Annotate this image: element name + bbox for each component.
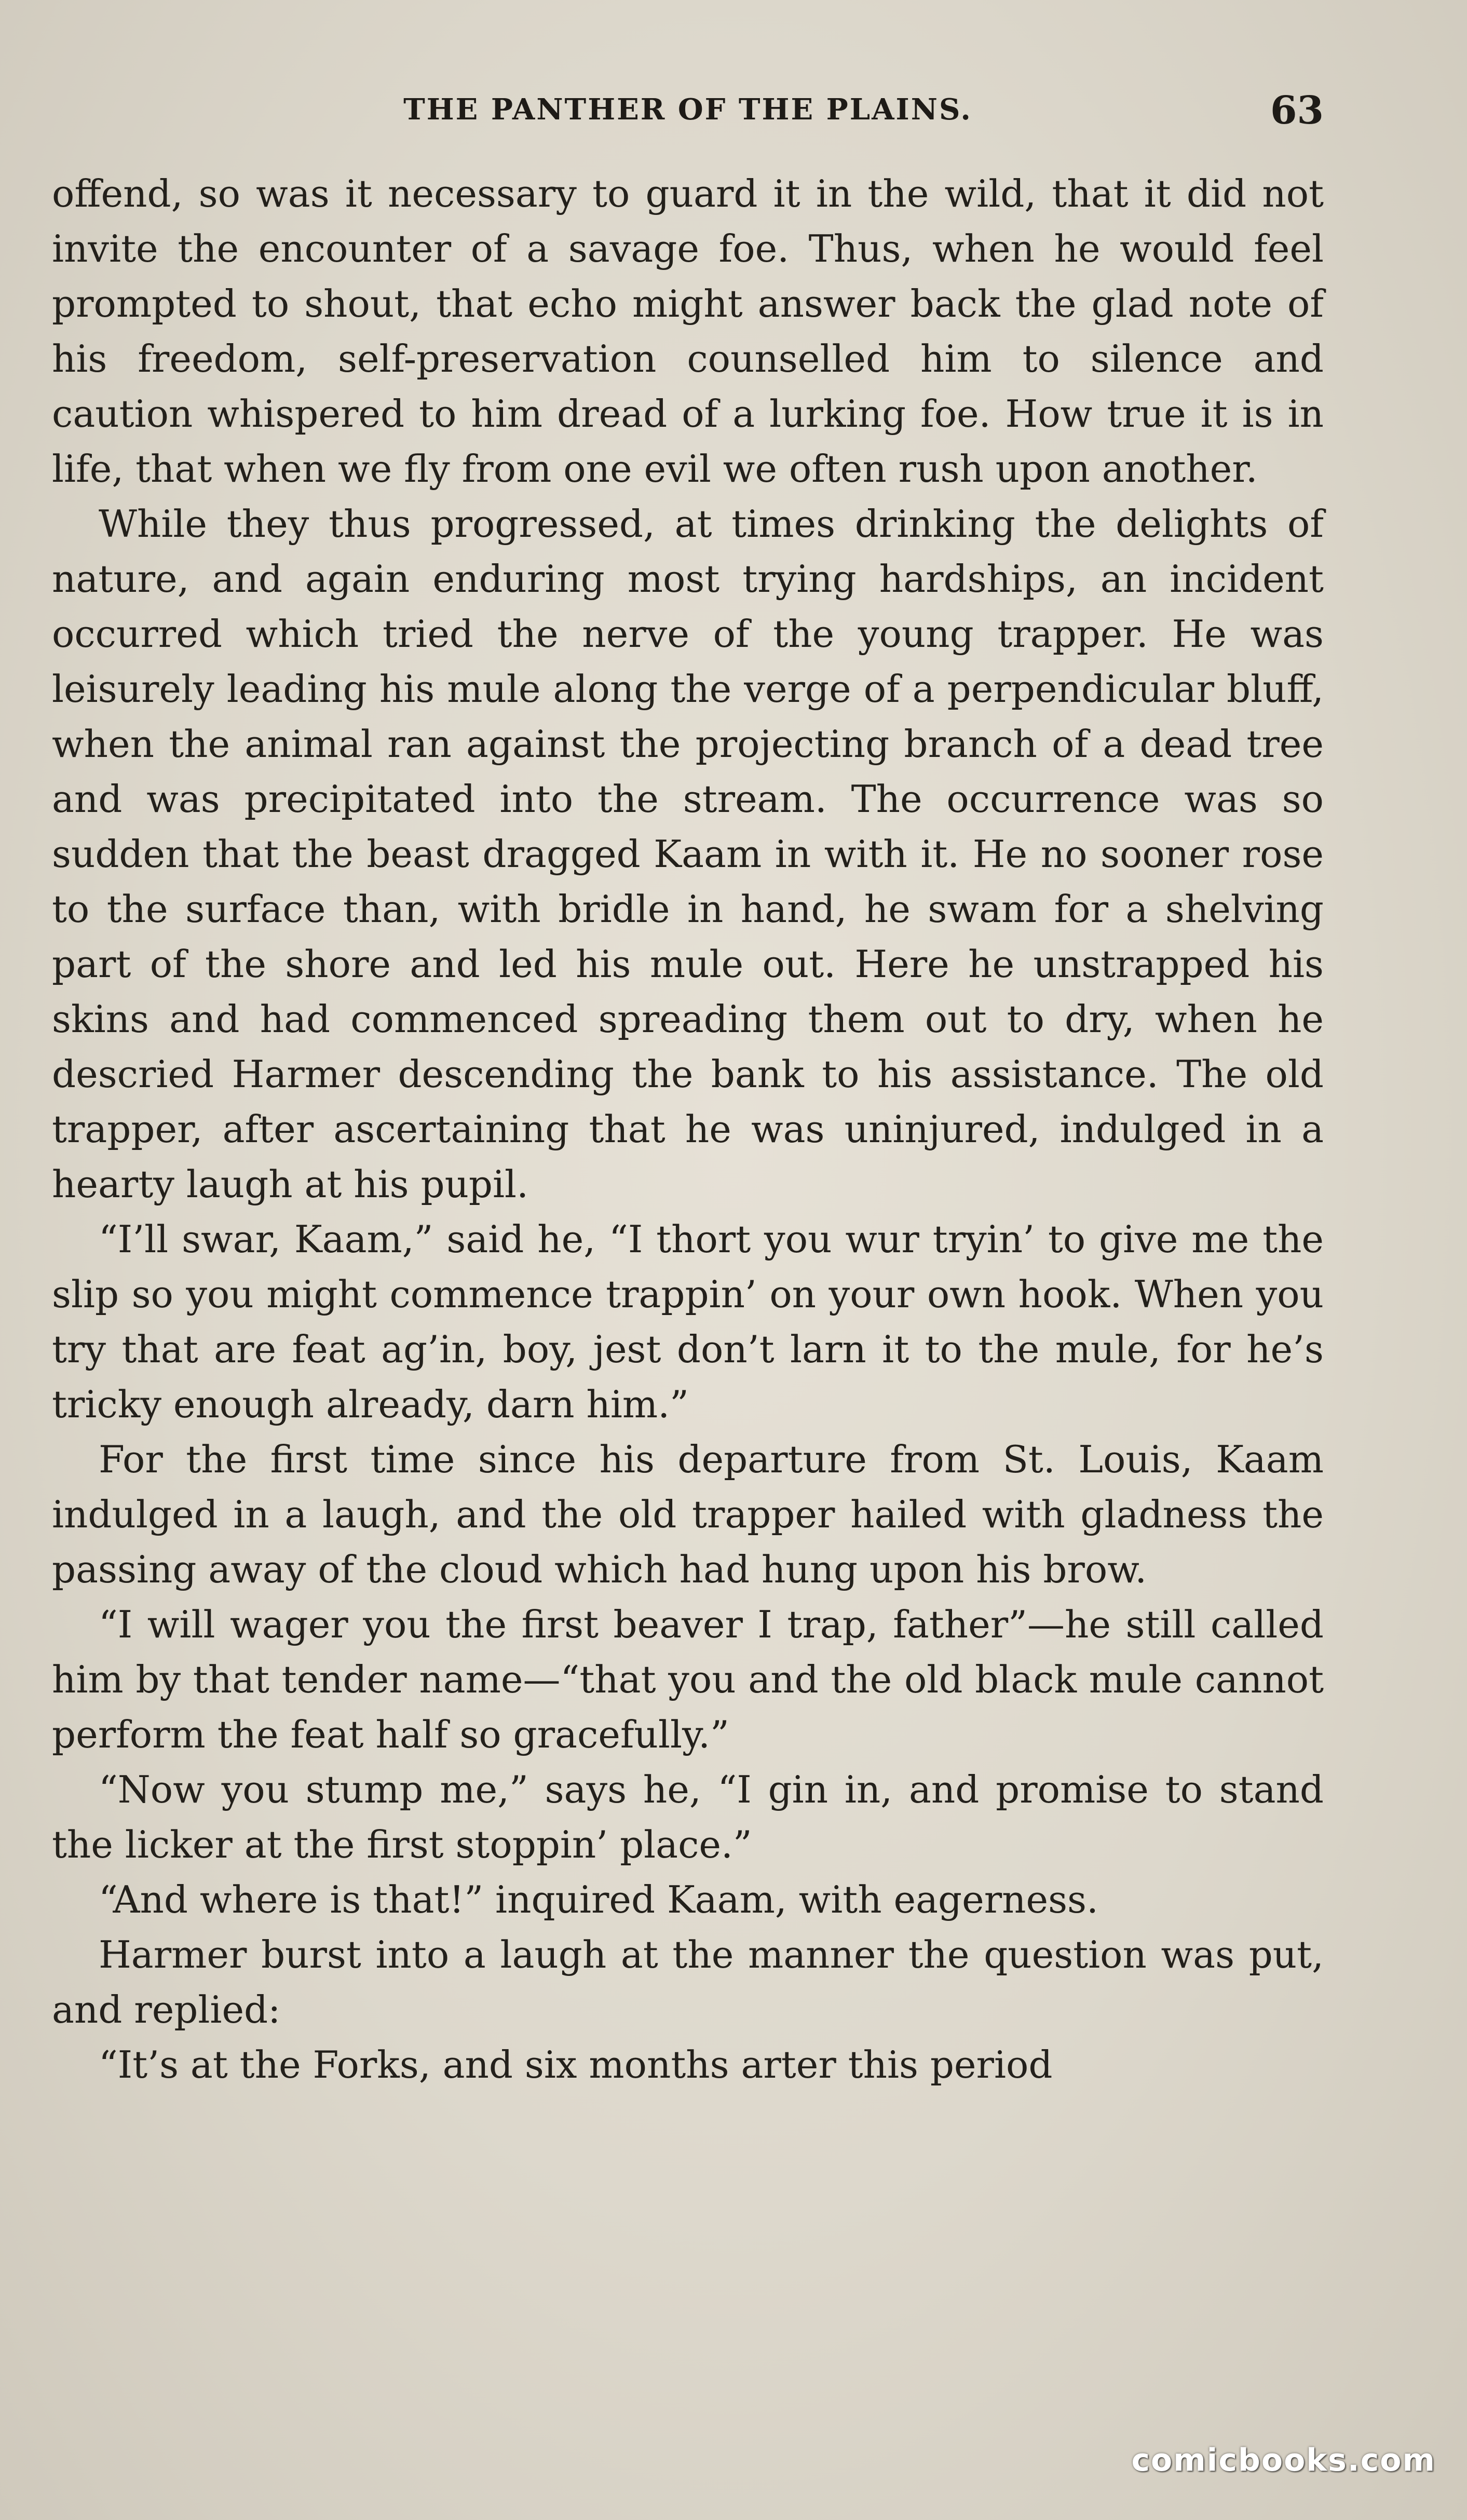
page-number: 63 bbox=[1270, 88, 1324, 133]
paragraph: For the first time since his departure from St. Louis, Kaam indulged in a laugh, and the old trapper hailed with gladness the passing away of the cloud which had hung upon his brow. bbox=[52, 1438, 1324, 1591]
paragraph: Harmer burst into a laugh at the manner the question was put, and replied: bbox=[52, 1933, 1324, 2031]
running-head: THE PANTHER OF THE PLAINS. bbox=[403, 92, 972, 127]
paragraph: While they thus progressed, at times drinking the delights of nature, and again enduring most trying hardships, an incident occurred which tried the nerve of the young trapper. He was leisurely leading his mule along the verge of a perpendicular bluff, when the animal ran against the projecting branch of a dead tree and was precipitated into the stream. The occurrence was so sudden that the beast dragged Kaam in with it. He no sooner rose to the surface than, with bridle in hand, he swam for a shelving part of the shore and led his mule out. Here he unstrapped his skins and had commenced spreading them out to dry, when he descried Harmer descending the bank to his assistance. The old trapper, after ascertaining that he was uninjured, indulged in a hearty laugh at his pupil. bbox=[52, 502, 1324, 1206]
watermark: comicbooks.com bbox=[1131, 2442, 1436, 2478]
body-text bbox=[52, 166, 1324, 2092]
paragraph: offend, so was it necessary to guard it in the wild, that it did not invite the encounter of a savage foe. Thus, when he would feel prompted to shout, that echo might answer back the glad note of his freedom, self-preservation counselled him to silence and caution whispered to him dread of a lurking foe. How true it is in life, that when we fly from one evil we often rush upon another. bbox=[52, 172, 1324, 491]
page-header bbox=[52, 88, 1324, 140]
paragraph: “I’ll swar, Kaam,” said he, “I thort you wur tryin’ to give me the slip so you might commence trappin’ on your own hook. When you try that are feat ag’in, boy, jest don’t larn it to the mule, for he’s tricky enough already, darn him.” bbox=[52, 1217, 1324, 1426]
paragraph: “And where is that!” inquired Kaam, with eagerness. bbox=[99, 1878, 1098, 1921]
paragraph: “Now you stump me,” says he, “I gin in, and promise to stand the licker at the first stoppin’ place.” bbox=[52, 1768, 1324, 1866]
paragraph: “It’s at the Forks, and six months arter this period bbox=[99, 2043, 1053, 2087]
paragraph: “I will wager you the first beaver I trap, father”—he still called him by that tender name—“that you and the old black mule cannot perform the feat half so gracefully.” bbox=[52, 1603, 1324, 1756]
